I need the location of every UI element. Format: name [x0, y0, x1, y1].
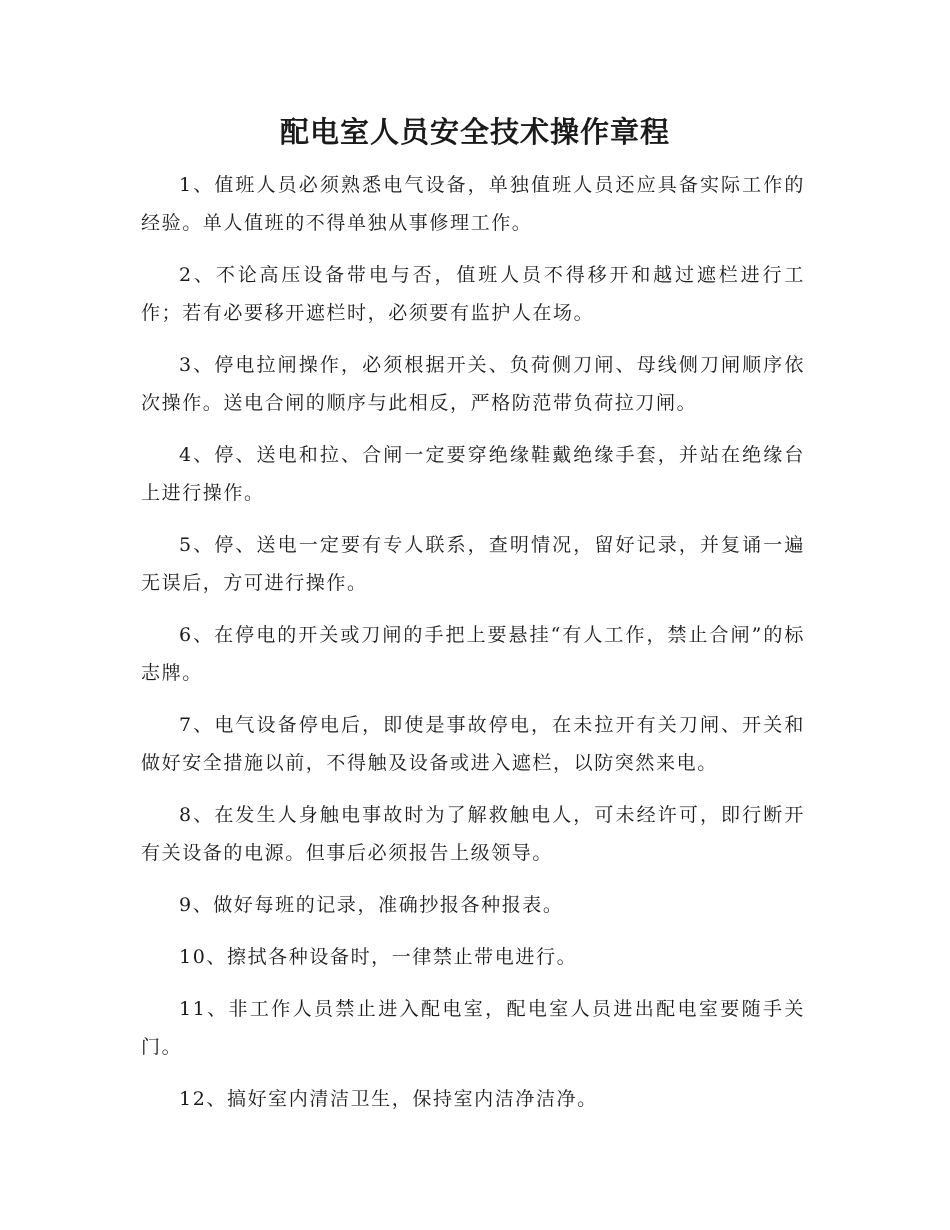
paragraph-2: 2、不论高压设备带电与否，值班人员不得移开和越过遮栏进行工作；若有必要移开遮栏时，必须要有监护人在场。: [141, 264, 805, 324]
paragraph-1: 1、值班人员必须熟悉电气设备，单独值班人员还应具备实际工作的经验。单人值班的不得单独从事修理工作。: [141, 174, 805, 234]
document-body: [141, 166, 805, 1132]
paragraph-6: 6、在停电的开关或刀闸的手把上要悬挂“有人工作，禁止合闸”的标志牌。: [141, 624, 805, 684]
paragraph-8: 8、在发生人身触电事故时为了解救触电人，可未经许可，即行断开有关设备的电源。但事后必须报告上级领导。: [141, 804, 805, 864]
paragraph-7: 7、电气设备停电后，即使是事故停电，在未拉开有关刀闸、开关和做好安全措施以前，不得触及设备或进入遮栏，以防突然来电。: [141, 714, 805, 774]
paragraph-10: 10、擦拭各种设备时，一律禁止带电进行。: [179, 946, 578, 968]
document-title: 配电室人员安全技术操作章程: [279, 115, 670, 149]
paragraph-5: 5、停、送电一定要有专人联系，查明情况，留好记录，并复诵一遍无误后，方可进行操作。: [141, 534, 805, 594]
paragraph-11: 11、非工作人员禁止进入配电室，配电室人员进出配电室要随手关门。: [141, 998, 805, 1058]
paragraph-9: 9、做好每班的记录，准确抄报各种报表。: [179, 894, 564, 916]
paragraph-12: 12、搞好室内清洁卫生，保持室内洁净洁净。: [179, 1088, 598, 1110]
paragraph-4: 4、停、送电和拉、合闸一定要穿绝缘鞋戴绝缘手套，并站在绝缘台上进行操作。: [141, 444, 805, 504]
paragraph-3: 3、停电拉闸操作，必须根据开关、负荷侧刀闸、母线侧刀闸顺序依次操作。送电合闸的顺序与此相反，严格防范带负荷拉刀闸。: [141, 354, 805, 414]
